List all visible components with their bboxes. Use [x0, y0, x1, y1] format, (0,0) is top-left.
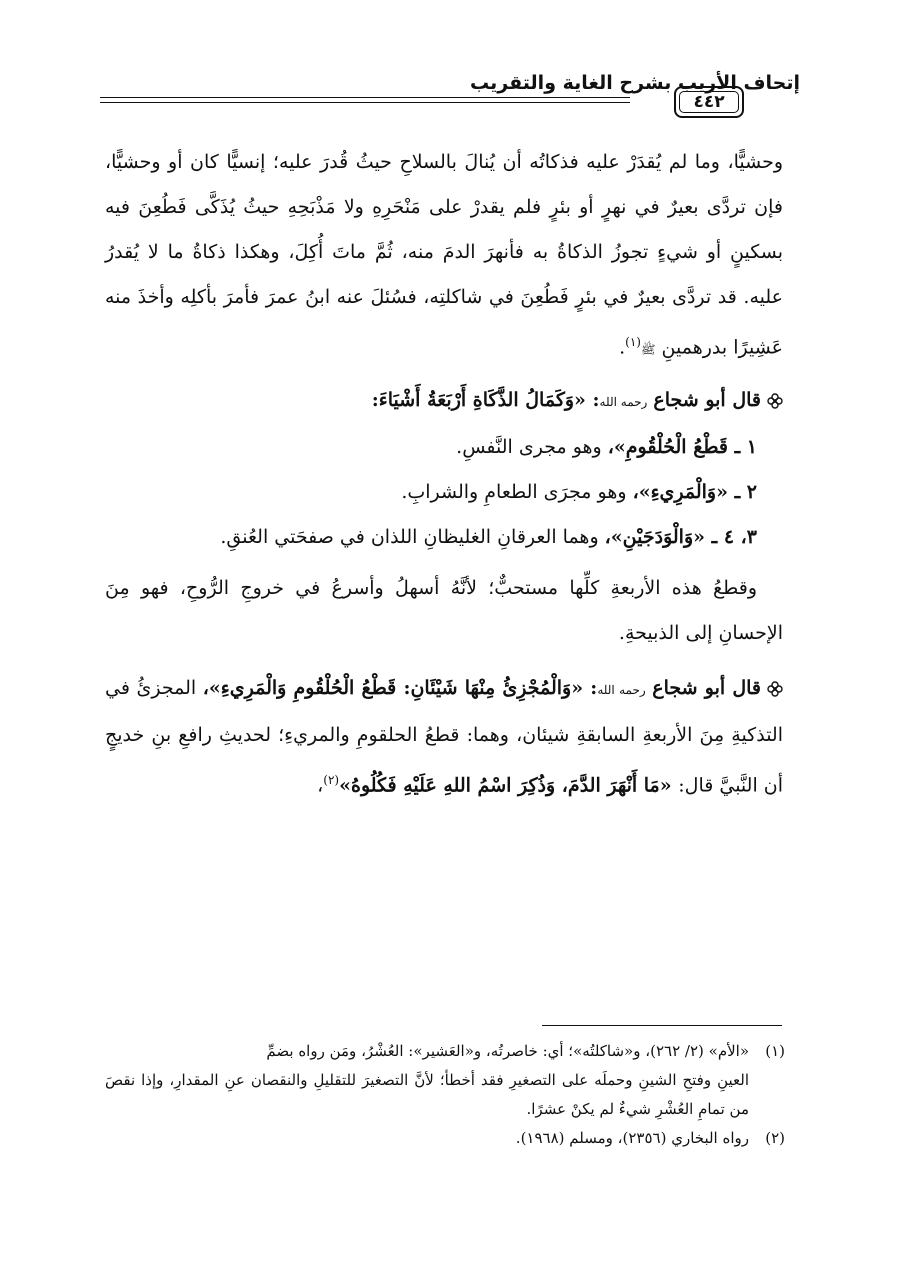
author-label: قال أبو شجاع: [652, 677, 761, 700]
honorific-glyph: رحمه الله: [599, 395, 648, 410]
flower-ornament-icon: [767, 393, 783, 409]
footnote-ref: (٢): [323, 773, 340, 788]
footnote-text: «الأم» (٢/ ٢٦٢)، و«شاكلتُه»؛ أي: خاصرتُه، و«العَشير»: العُشْرُ، ومَن رواه بضمِّ: [266, 1042, 749, 1060]
honorific-glyph: ﷺ: [640, 342, 656, 357]
footnote: [105, 1037, 785, 1066]
paragraph: وقطعُ هذه الأربعةِ كلِّها مستحبٌّ؛ لأنَّهُ أسهلُ وأسرعُ في خروجِ الرُّوحِ، فهو مِنَ الإحسانِ إلى الذبيحةِ.: [105, 577, 783, 645]
running-title: إتحاف الأريب بشرح الغاية والتقريب: [470, 72, 800, 94]
list-item-text: وهو مجرَى الطعامِ والشرابِ.: [401, 481, 633, 504]
footnote-number: (١): [765, 1042, 785, 1060]
header-rule: [100, 102, 630, 103]
footnotes: [105, 1037, 785, 1153]
list-item: [105, 425, 783, 470]
footnote-continuation: العينِ وفتحِ الشينِ وحملَه على التصغيرِ فقد أخطأ؛ لأنَّ التصغيرَ للتقليلِ والنقصان عنِ المقدارِ، وإذا نقصَ من تمامِ العُشْرِ شيءٌ لم يكنْ عشرًا.: [105, 1071, 749, 1118]
author-label: قال أبو شجاع: [653, 389, 761, 412]
page-number: ٤٤٢: [679, 91, 739, 113]
paragraph: [105, 140, 783, 372]
footnote-ref: (١): [625, 335, 641, 349]
matn-text: ١ ـ قَطْعُ الْحُلْقُومِ»،: [607, 436, 757, 459]
punctuation: .: [619, 336, 626, 359]
main-text: [105, 140, 783, 809]
list-item: [105, 470, 783, 515]
footnote-text: رواه البخاري (٢٣٥٦)، ومسلم (١٩٦٨).: [515, 1129, 749, 1147]
matn-text: ٣، ٤ ـ «وَالْوَدَجَيْنِ»،: [604, 526, 757, 549]
list-item-text: وهو مجرى النَّفسِ.: [456, 436, 608, 459]
honorific-glyph: رحمه الله: [597, 683, 646, 698]
header-rule: [100, 97, 630, 98]
matn-text: : «وَكَمَالُ الذَّكَاةِ أَرْبَعَةُ أَشْيَاءَ:: [371, 389, 600, 412]
punctuation: ،: [317, 774, 324, 797]
hadith-quote: «مَا أَنْهَرَ الدَّمَ، وَذُكِرَ اسْمُ اللهِ عَلَيْهِ فَكُلُوهُ»: [339, 774, 679, 797]
list-item: [105, 515, 783, 560]
footnote-separator: [542, 1025, 782, 1026]
page-header: [100, 68, 800, 130]
matn-text: : «وَالْمُجْزِئُ مِنْهَا شَيْئَانِ: قَطْعُ الْحُلْقُومِ وَالْمَرِيءِ»،: [202, 677, 598, 700]
footnote-number: (٢): [765, 1129, 785, 1147]
section-heading: [105, 666, 783, 808]
paragraph-text: وحشيًّا، وما لم يُقدَرْ عليه فذكاتُه أن يُنالَ بالسلاحِ حيثُ قُدرَ عليه؛ إنسيًّا كان أو وحشيًّا، فإن تردَّى بعيرٌ في نهرٍ أو بئرٍ فلم يقدرْ على مَنْحَرِهِ ولا مَذْبَحِهِ حيثُ يُذَكَّى فَطُعِنَ فيه بسكينٍ أو شيءٍ تجوزُ الذكاةُ به فأنهرَ الدمَ منه، ثُمَّ ماتَ أُكِلَ، وهكذا ذكاةُ ما لا يُقدرُ عليه. قد تردَّى بعيرٌ في بئرٍ فَطُعِنَ في شاكلتِه، فسُئلَ عنه ابنُ عمرَ فأمرَ بأكلِه وأخذَ منه عَشِيرًا بدرهمينِ: [105, 151, 783, 359]
section-heading: [105, 378, 783, 425]
flower-ornament-icon: [767, 681, 783, 697]
matn-text: ٢ ـ «وَالْمَرِيءِ»،: [632, 481, 757, 504]
list-item-text: وهما العرقانِ الغليظانِ اللذان في صفحَتي العُنقِ.: [220, 526, 605, 549]
paragraph-text: المجزئُ في التذكيةِ مِنَ الأربعةِ السابقةِ شيئان، وهما: قطعُ الحلقومِ والمريءِ؛ لحديثِ رافعِ بنِ خديجٍ أن النَّبيَّ قال:: [105, 677, 783, 797]
footnote: [105, 1124, 785, 1153]
